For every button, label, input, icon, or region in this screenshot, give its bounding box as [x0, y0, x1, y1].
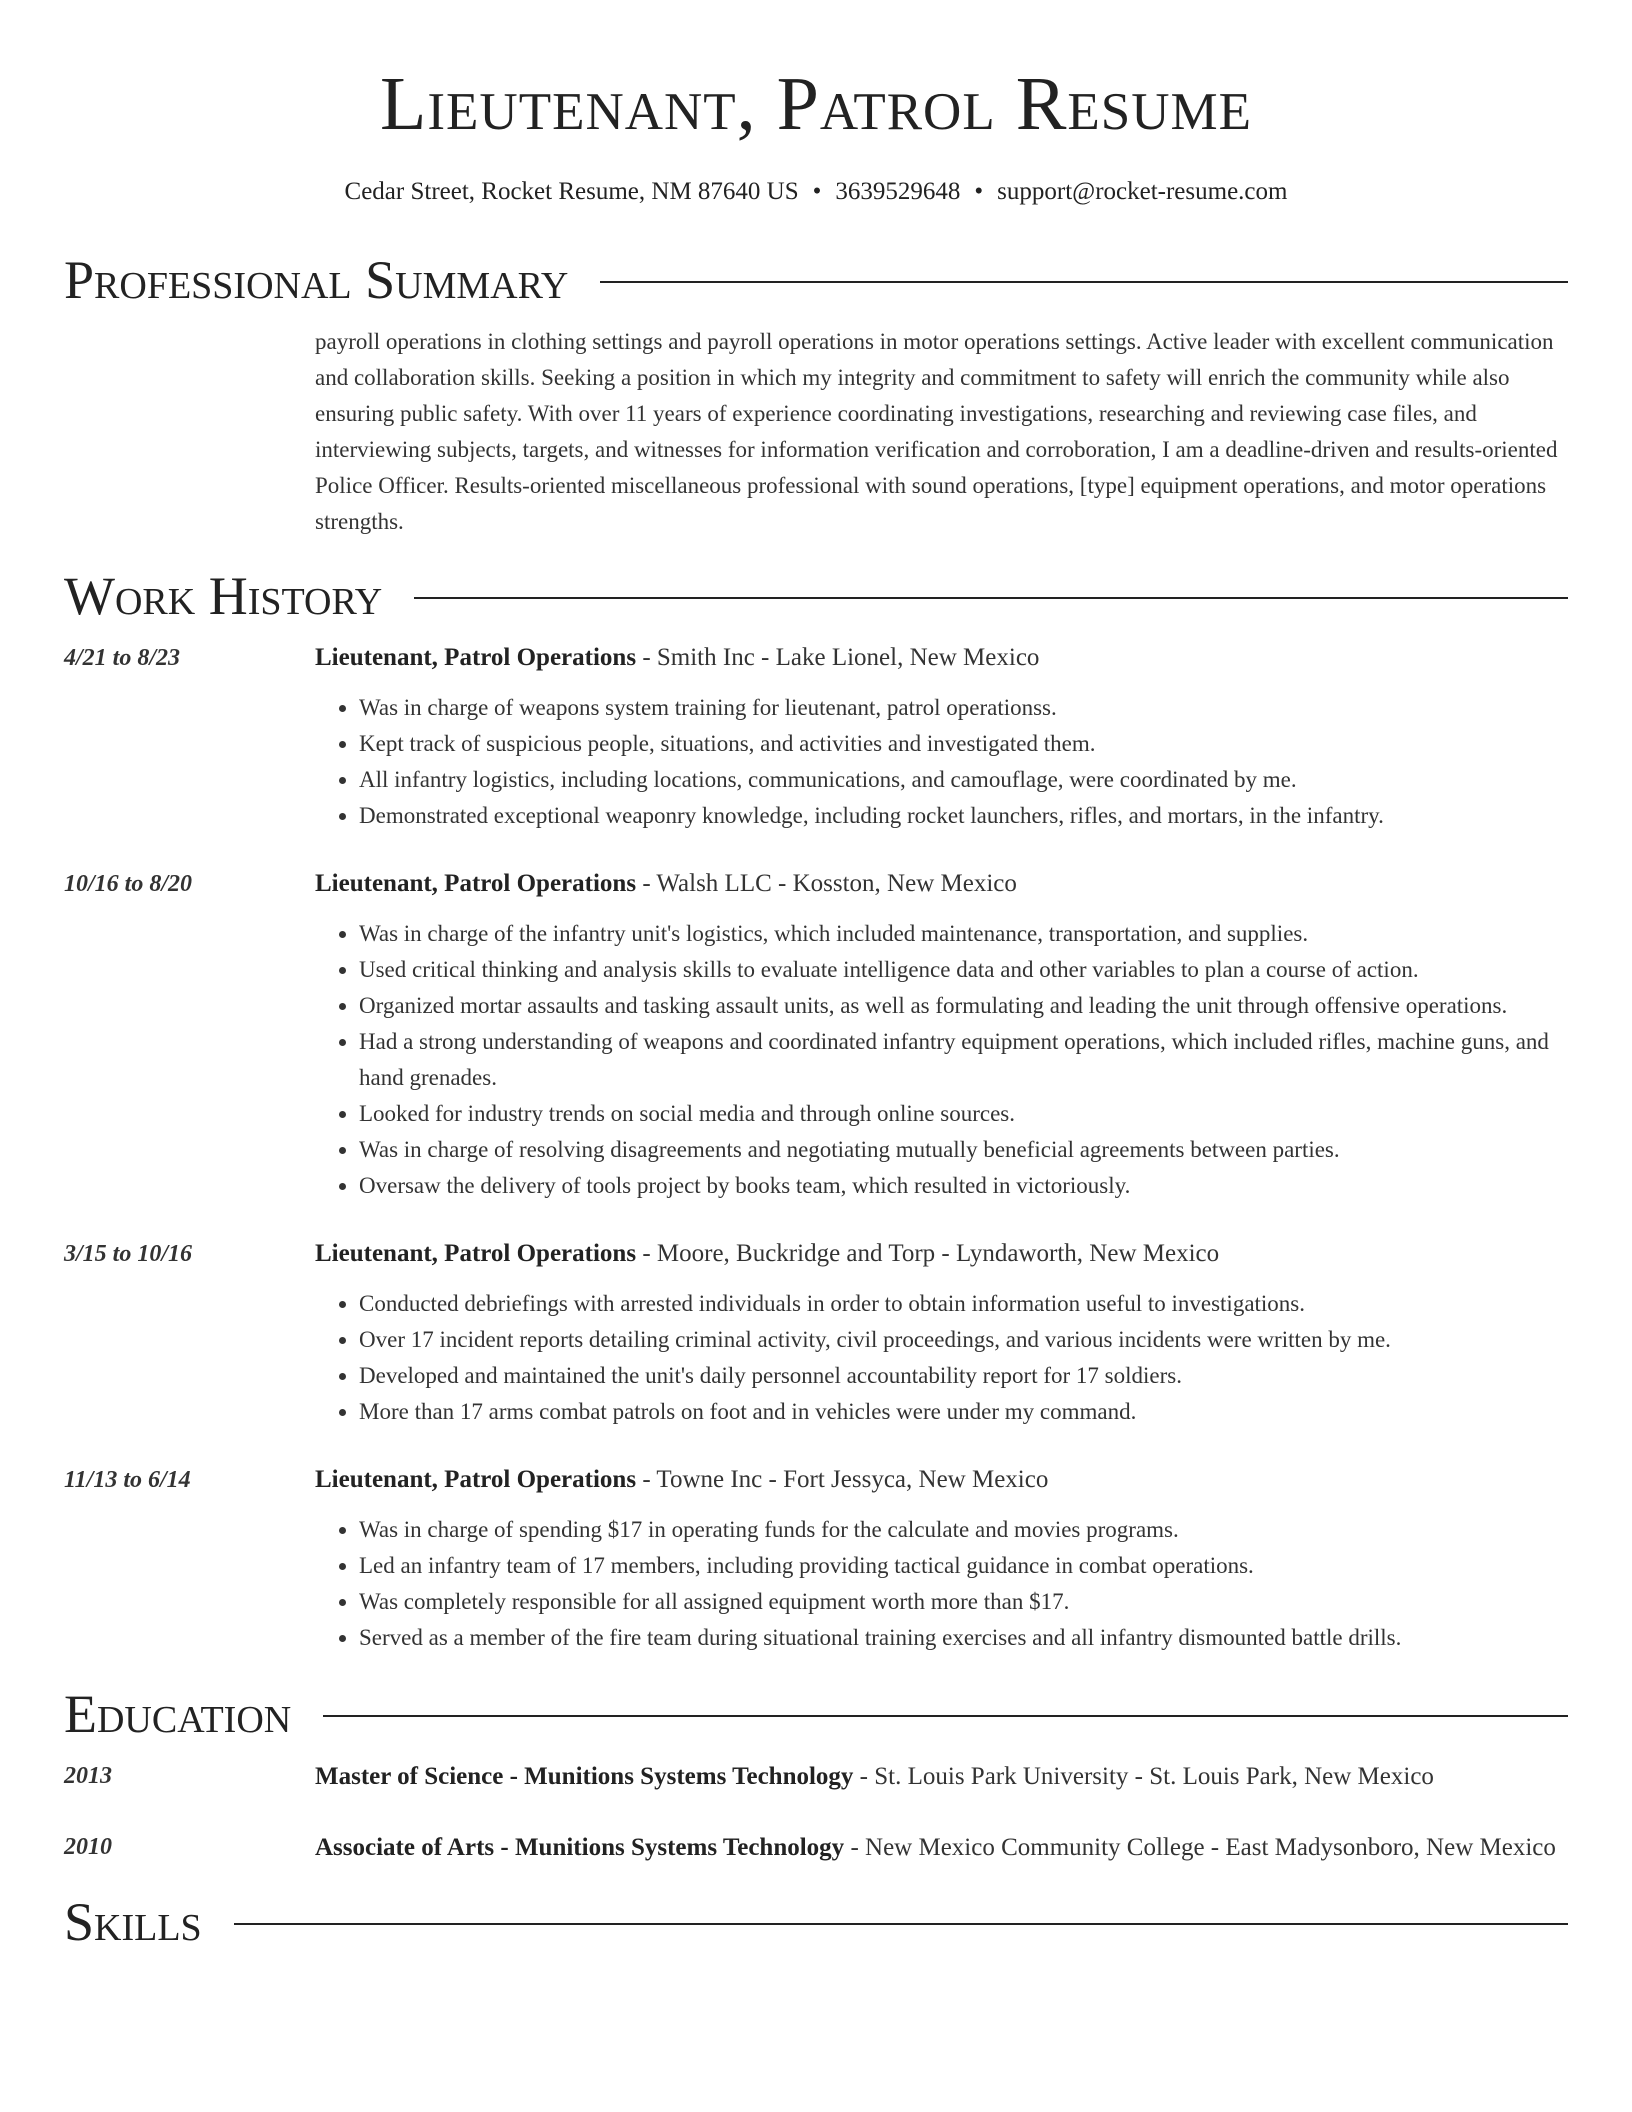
skills-section-header — [64, 1892, 1568, 1952]
job-bullet: • Kept track of suspicious people, situations, and activities and investigated them. — [359, 726, 1568, 762]
job-title — [315, 1462, 1568, 1498]
job-entry — [64, 866, 1568, 1204]
job-details: - Walsh LLC - Kosston, New Mexico — [636, 870, 1017, 897]
job-dates: 3/15 to 10/16 — [64, 1241, 193, 1267]
education-degree: Master of Science - Munitions Systems Technology — [315, 1763, 854, 1790]
job-bullet: • Organized mortar assaults and tasking assault units, as well as formulating and leading the unit through offensive operations. — [359, 988, 1568, 1024]
job-bullet: • Was in charge of the infantry unit's logistics, which included maintenance, transportation, and supplies. — [359, 916, 1568, 952]
summary-text: payroll operations in clothing settings and payroll operations in motor operations settings. Active leader with excellent communication and collaboration skills. Seeking a position in which my integrity and commitment to safety will enrich the community while also ensuring public safety. With over 11 years of experience coordinating investigations, researching and reviewing case files, and interviewing subjects, targets, and witnesses for information verification and corroboration, I am a deadline-driven and results-oriented Police Officer. Results-oriented miscellaneous professional with sound operations, [type] equipment operations, and motor operations strengths. — [315, 329, 1558, 534]
education-details: - New Mexico Community College - East Madysonboro, New Mexico — [844, 1834, 1556, 1861]
job-role: Lieutenant, Patrol Operations — [315, 1240, 637, 1267]
job-bullet: • Was in charge of spending $17 in operating funds for the calculate and movies programs. — [359, 1512, 1568, 1548]
job-bullet: • All infantry logistics, including locations, communications, and camouflage, were coordinated by me. — [359, 762, 1568, 798]
resume-name: Lieutenant, Patrol Resume — [379, 62, 1253, 146]
contact-address: Cedar Street, Rocket Resume, NM 87640 US — [344, 178, 799, 205]
contact-line — [64, 176, 1568, 208]
job-role: Lieutenant, Patrol Operations — [315, 870, 637, 897]
job-bullet: • Led an infantry team of 17 members, including providing tactical guidance in combat operations. — [359, 1548, 1568, 1584]
job-role: Lieutenant, Patrol Operations — [315, 1466, 637, 1493]
education-degree: Associate of Arts - Munitions Systems Technology — [315, 1834, 845, 1861]
job-bullet: • Looked for industry trends on social media and through online sources. — [359, 1096, 1568, 1132]
job-entry — [64, 640, 1568, 834]
job-bullet: • Demonstrated exceptional weaponry knowledge, including rocket launchers, rifles, and mortars, in the infantry. — [359, 798, 1568, 834]
education-details: - St. Louis Park University - St. Louis Park, New Mexico — [853, 1763, 1434, 1790]
job-title — [315, 1236, 1568, 1272]
job-bullet: • Was in charge of weapons system training for lieutenant, patrol operationss. — [359, 690, 1568, 726]
job-bullet: • More than 17 arms combat patrols on foot and in vehicles were under my command. — [359, 1394, 1568, 1430]
job-title — [315, 640, 1568, 676]
job-dates: 11/13 to 6/14 — [64, 1467, 191, 1493]
job-bullet: • Conducted debriefings with arrested individuals in order to obtain information useful to investigations. — [359, 1286, 1568, 1322]
job-bullet: • Over 17 incident reports detailing criminal activity, civil proceedings, and various incidents were written by me. — [359, 1322, 1568, 1358]
job-bullet: • Used critical thinking and analysis skills to evaluate intelligence data and other variables to plan a course of action. — [359, 952, 1568, 988]
education-entry — [64, 1829, 1568, 1866]
job-dates: 4/21 to 8/23 — [64, 645, 181, 671]
contact-phone: 3639529648 — [835, 178, 961, 205]
education-section-title: Education — [64, 1684, 292, 1744]
education-entry — [64, 1758, 1568, 1795]
section-divider — [323, 1715, 1568, 1717]
job-entry — [64, 1236, 1568, 1430]
work-section-title: Work History — [64, 566, 383, 626]
job-bullet: • Developed and maintained the unit's daily personnel accountability report for 17 soldiers. — [359, 1358, 1568, 1394]
section-divider — [414, 597, 1568, 599]
job-bullet: • Was in charge of resolving disagreements and negotiating mutually beneficial agreements between parties. — [359, 1132, 1568, 1168]
job-bullets — [315, 916, 1568, 1204]
work-section-header — [64, 566, 1568, 626]
resume-page — [64, 0, 1568, 1952]
job-entry — [64, 1462, 1568, 1656]
job-title — [315, 866, 1568, 902]
education-section-header — [64, 1684, 1568, 1744]
section-divider — [234, 1923, 1568, 1925]
summary-section-header — [64, 250, 1568, 310]
job-details: - Moore, Buckridge and Torp - Lyndaworth, New Mexico — [636, 1240, 1220, 1267]
job-bullet: • Had a strong understanding of weapons and coordinated infantry equipment operations, which included rifles, machine guns, and hand grenades. — [359, 1024, 1568, 1096]
education-year: 2010 — [64, 1834, 112, 1860]
job-bullet: • Was completely responsible for all assigned equipment worth more than $17. — [359, 1584, 1568, 1620]
skills-section-title: Skills — [64, 1892, 202, 1952]
summary-section-title: Professional Summary — [64, 250, 569, 310]
education-year: 2013 — [64, 1763, 112, 1789]
job-role: Lieutenant, Patrol Operations — [315, 644, 637, 671]
contact-separator: • — [974, 178, 984, 205]
contact-email: support@rocket-resume.com — [997, 178, 1288, 205]
job-bullets — [315, 690, 1568, 834]
job-bullet: • Oversaw the delivery of tools project by books team, which resulted in victoriously. — [359, 1168, 1568, 1204]
job-dates: 10/16 to 8/20 — [64, 871, 193, 897]
contact-separator: • — [812, 178, 822, 205]
job-bullets — [315, 1512, 1568, 1656]
job-bullets — [315, 1286, 1568, 1430]
job-bullet: • Served as a member of the fire team during situational training exercises and all infantry dismounted battle drills. — [359, 1620, 1568, 1656]
section-divider — [600, 281, 1568, 283]
job-details: - Smith Inc - Lake Lionel, New Mexico — [636, 644, 1040, 671]
job-details: - Towne Inc - Fort Jessyca, New Mexico — [636, 1466, 1049, 1493]
